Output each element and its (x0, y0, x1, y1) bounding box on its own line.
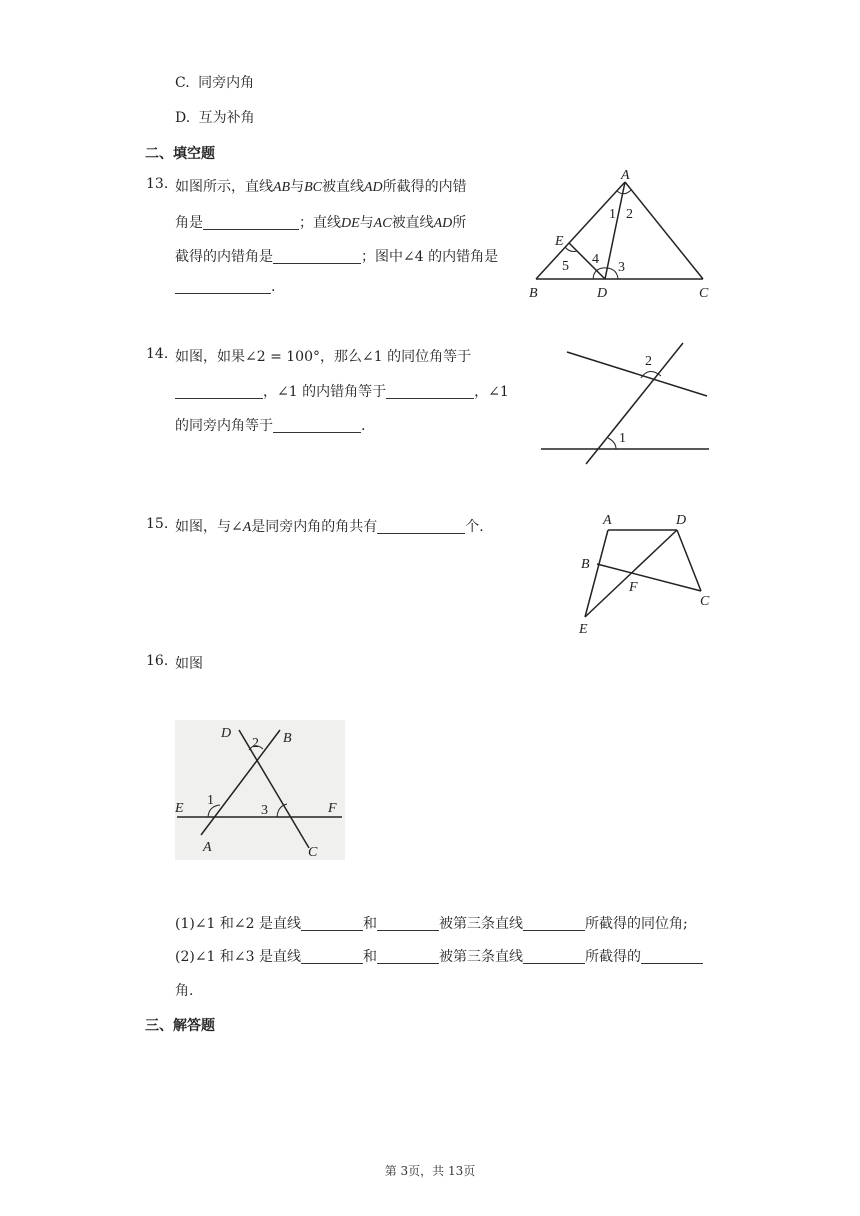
section-fill-heading: 二、填空题 (145, 146, 215, 162)
answer-blank[interactable] (377, 949, 439, 964)
page-footer: 第 3页，共 13页 (384, 1164, 476, 1178)
label-c: C (700, 594, 710, 609)
q13-line-3: 截得的内错角是 ；图中∠4 的内错角是 (175, 249, 499, 265)
q14-parallel-lines-figure (535, 338, 715, 468)
angle-arc-a (617, 190, 631, 194)
line-ab (536, 182, 625, 279)
line-bc (597, 564, 701, 591)
q16-part-2: (2)∠1 和∠3 是直线 和 被第三条直线 所截得的 (175, 946, 703, 966)
answer-blank[interactable] (273, 418, 361, 433)
q14-line-3: 的同旁内角等于 . (175, 418, 366, 434)
label-e: E (579, 622, 588, 637)
label-d: D (597, 286, 608, 301)
label-angle-1: 1 (609, 207, 616, 222)
answer-blank[interactable] (175, 279, 271, 294)
transversal (586, 343, 683, 464)
line-de (585, 530, 677, 617)
answer-blank[interactable] (301, 916, 363, 931)
q16-number: 16. (146, 653, 169, 669)
q14-line-2: ，∠1 的内错角等于 ，∠1 (175, 381, 509, 401)
q16-line-1: 如图 (175, 656, 203, 672)
label-angle-5: 5 (562, 259, 569, 274)
upper-line (567, 352, 707, 396)
answer-blank[interactable] (203, 215, 299, 230)
label-angle-1: 1 (619, 431, 626, 446)
label-e: E (555, 234, 564, 249)
label-angle-2: 2 (626, 207, 633, 222)
label-b: B (529, 286, 538, 301)
label-a: A (621, 168, 630, 183)
q13-triangle-figure (525, 165, 725, 305)
option-d (175, 107, 255, 127)
answer-blank[interactable] (386, 384, 474, 399)
option-c-text: 同旁内角 (198, 75, 255, 91)
label-angle-2: 2 (645, 354, 652, 369)
q14-line-1: 如图，如果∠2 = 100°，那么∠1 的同位角等于 (175, 349, 472, 365)
q15-line-1: 如图，与∠A是同旁内角的角共有 个. (175, 519, 484, 535)
line-dc (677, 530, 701, 591)
label-angle-2: 2 (252, 736, 259, 751)
label-d: D (676, 513, 687, 528)
label-angle-4: 4 (592, 252, 599, 267)
q16-part-1: (1)∠1 和∠2 是直线 和 被第三条直线 所截得的同位角; (175, 916, 688, 932)
angle-arc-1 (608, 438, 616, 449)
section-answer-heading: 三、解答题 (145, 1018, 215, 1034)
q13-line-1: 如图所示，直线AB与BC被直线AD所截得的内错 (175, 179, 467, 195)
label-a: A (203, 840, 212, 855)
q13-line-4: . (175, 279, 275, 295)
q13-number: 13. (146, 176, 169, 192)
answer-blank[interactable] (175, 384, 263, 399)
line-ae (585, 530, 608, 617)
label-f: F (629, 580, 638, 595)
line-de (569, 243, 605, 279)
label-angle-3: 3 (618, 260, 625, 275)
answer-blank[interactable] (377, 519, 465, 534)
q16-figure (175, 720, 345, 860)
q13-line-2: 角是 ；直线DE与AC被直线AD所 (175, 215, 467, 231)
q15-number: 15. (146, 516, 169, 532)
label-b: B (283, 731, 292, 746)
label-d: D (221, 726, 232, 741)
q16-part-2-end: 角. (175, 983, 194, 999)
answer-blank[interactable] (523, 916, 585, 931)
answer-blank[interactable] (273, 249, 361, 264)
figure-background (175, 720, 345, 860)
q14-number: 14. (146, 346, 169, 362)
label-c: C (308, 845, 318, 860)
answer-blank[interactable] (301, 949, 363, 964)
label-angle-3: 3 (261, 803, 268, 818)
label-c: C (699, 286, 709, 301)
answer-blank[interactable] (641, 949, 703, 964)
label-a: A (603, 513, 612, 528)
answer-blank[interactable] (377, 916, 439, 931)
option-d-letter: D. (175, 110, 191, 126)
option-c (175, 72, 254, 92)
option-c-letter: C. (175, 75, 190, 91)
answer-blank[interactable] (523, 949, 585, 964)
option-d-text: 互为补角 (198, 110, 255, 126)
label-f: F (328, 801, 337, 816)
label-b: B (581, 557, 590, 572)
line-ac (625, 182, 703, 279)
q15-figure (575, 505, 725, 640)
label-e: E (175, 801, 184, 816)
label-angle-1: 1 (207, 793, 214, 808)
